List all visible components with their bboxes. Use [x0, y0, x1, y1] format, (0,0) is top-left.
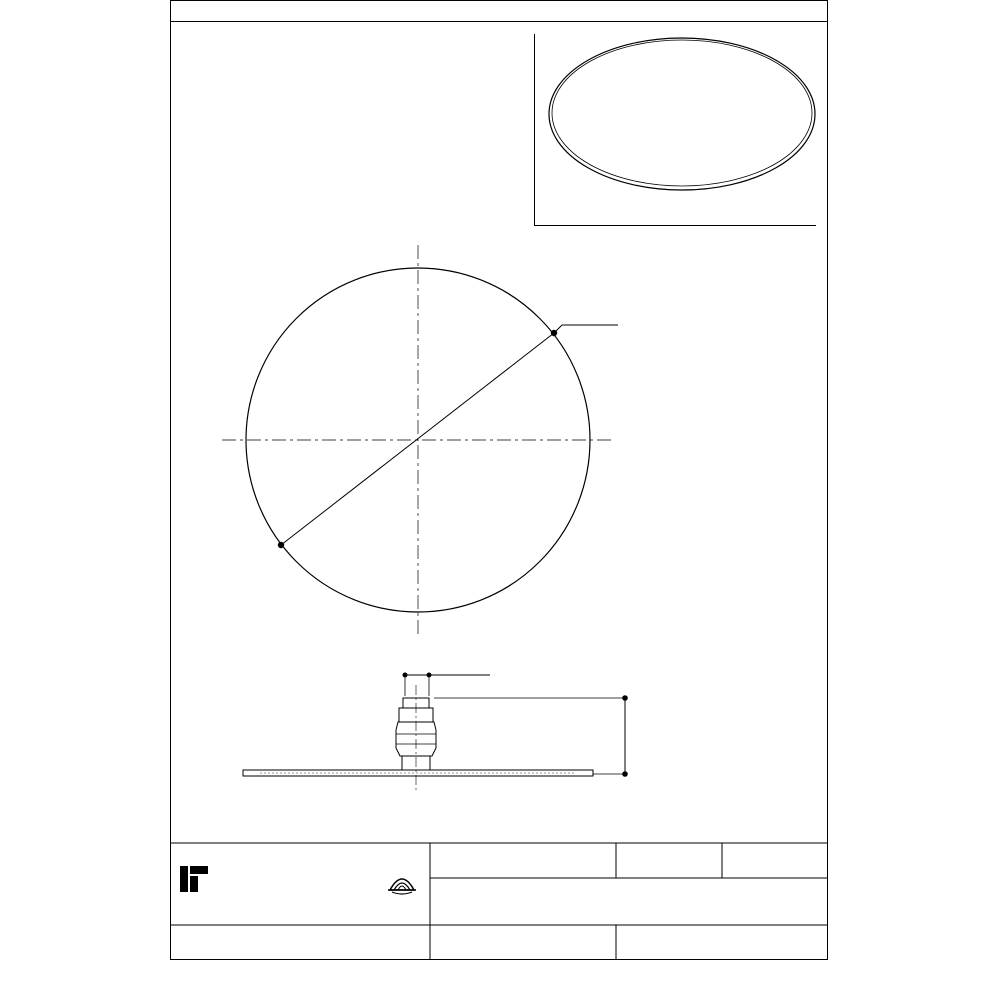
top-view-shower-head	[222, 245, 618, 635]
shell-logo-icon	[388, 879, 416, 894]
side-view-shower-head	[243, 673, 628, 791]
iso-shower-head	[549, 38, 815, 190]
title-block-lines	[170, 843, 828, 960]
brand-mark-icon	[180, 866, 208, 892]
